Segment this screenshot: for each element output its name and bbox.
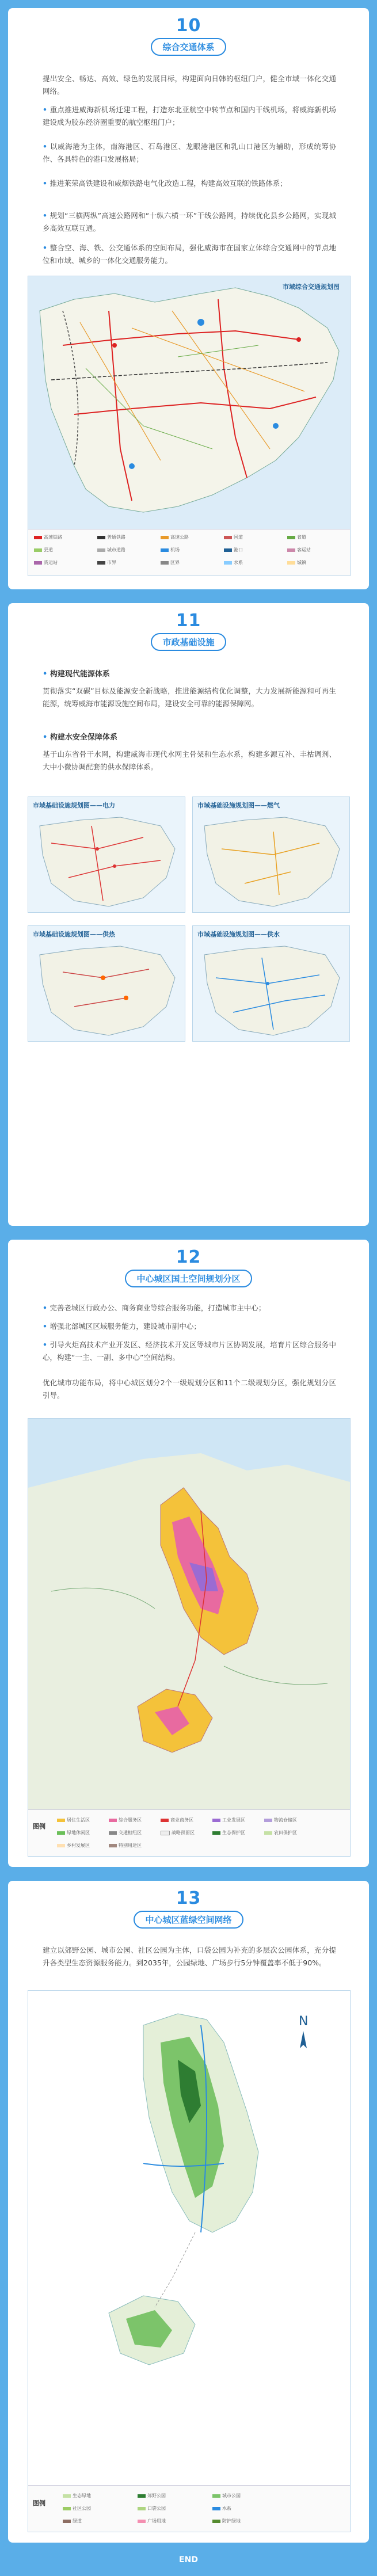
blue-green-legend [28, 2485, 350, 2532]
legend-item: 客运站 [287, 547, 311, 553]
panel-heating-title: 市域基础设施规划图——供热 [33, 931, 115, 938]
transport-map-graphic [28, 276, 350, 529]
section-13-card [8, 1881, 369, 2543]
legend-item: 高速公路 [161, 534, 189, 540]
transport-map-title: 市域综合交通规划图 [283, 283, 340, 291]
section-title: 综合交通体系 [151, 38, 226, 56]
section-11-water-para: 基于山东省骨干水网，构建威海市现代水网主骨架和生态水系，构建多源互补、丰枯调剂、大中小微协调配套的供水保障体系。 [43, 750, 336, 771]
legend-item: 国道 [224, 534, 243, 540]
section-10-bullet-4: • 规划“三横两纵”高速公路网和“十纵六横一环”干线公路网，持续优化县乡公路网，实现城乡高效互联互通。 [43, 209, 336, 235]
panel-gas [192, 797, 350, 913]
section-title: 中心城区蓝绿空间网络 [134, 1911, 243, 1929]
legend-item: 港口 [224, 547, 243, 553]
end-label: END [179, 2555, 198, 2564]
legend-item: 区界 [161, 559, 180, 566]
legend-item: 市界 [97, 559, 116, 566]
legend-label: 图例 [33, 1823, 45, 1830]
section-12-para: 优化城市功能布局，将中心城区划分2个一级规划分区和11个二级规划分区，强化规划分区引导。 [43, 1378, 336, 1400]
panel-heating-graphic [28, 926, 185, 1041]
section-10-card [8, 8, 369, 589]
legend-item: 防护绿地 [212, 2518, 241, 2524]
zoning-map-graphic [28, 1419, 350, 1810]
blue-green-map [28, 1990, 351, 2532]
legend-item: 居住生活区 [57, 1817, 90, 1823]
section-11-subheading-water: • 构建水安全保障体系 [43, 731, 117, 742]
legend-item: 县道 [34, 547, 53, 553]
legend-item: 广场用地 [138, 2518, 166, 2524]
legend-item: 货运站 [34, 559, 58, 566]
section-number: 12 [176, 1247, 201, 1267]
legend-item: 社区公园 [63, 2505, 91, 2512]
legend-item: 交通枢纽区 [109, 1830, 142, 1836]
legend-item: 特别用途区 [109, 1842, 142, 1849]
panel-gas-title: 市域基础设施规划图——燃气 [197, 802, 280, 809]
legend-item: 水系 [224, 559, 243, 566]
section-10-bullet-5: • 整合空、海、铁、公交通体系的空间布局，强化威海市在国家立体综合交通网中的节点地位和市域、城乡的一体化交通服务能力。 [43, 242, 336, 267]
section-title: 中心城区国土空间规划分区 [125, 1270, 252, 1287]
section-11-energy-para: 贯彻落实“双碳”目标及能源安全新战略，推进能源结构优化调整，大力发展新能源和可再生能源，统筹威海市能源设施空间布局，建设安全可靠的能源保障网。 [43, 687, 336, 708]
section-12-header [8, 1248, 369, 1287]
panel-power-title: 市域基础设施规划图——电力 [33, 802, 115, 809]
transport-map [28, 276, 351, 576]
legend-item: 水系 [212, 2505, 231, 2512]
legend-item: 普通铁路 [97, 534, 125, 540]
panel-water-supply [192, 925, 350, 1042]
section-number: 11 [176, 611, 201, 631]
section-10-intro: 提出安全、畅达、高效、绿色的发展目标，构建面向日韩的枢纽门户，健全市域一体化交通网络。 [43, 74, 336, 96]
legend-item: 口袋公园 [138, 2505, 166, 2512]
legend-item: 生态绿地 [63, 2493, 91, 2499]
section-11-header [8, 611, 369, 651]
legend-item: 物流仓储区 [264, 1817, 297, 1823]
legend-item: 城镇 [287, 559, 306, 566]
section-title: 市政基础设施 [151, 633, 226, 651]
blue-green-map-graphic [28, 1991, 350, 2486]
section-10-header [8, 16, 369, 56]
zoning-legend [28, 1809, 350, 1856]
legend-item: 郊野公园 [138, 2493, 166, 2499]
legend-item: 战略预留区 [161, 1830, 195, 1836]
section-13-para: 建立以郊野公园、城市公园、社区公园为主体，口袋公园为补充的多层次公园体系，充分提升各类型生态资源服务能力。到2035年，公园绿地、广场步行5分钟覆盖率不低于90%。 [43, 1946, 336, 1967]
legend-item: 高速铁路 [34, 534, 62, 540]
section-11-subheading-energy: • 构建现代能源体系 [43, 668, 110, 679]
legend-label: 图例 [33, 2499, 45, 2507]
legend-item: 工业发展区 [212, 1817, 245, 1823]
panel-water-title: 市域基础设施规划图——供水 [197, 931, 280, 938]
legend-item: 机场 [161, 547, 180, 553]
panel-power [28, 797, 185, 913]
legend-item: 省道 [287, 534, 306, 540]
legend-item: 城市道路 [97, 547, 125, 553]
section-12-card [8, 1240, 369, 1867]
panel-heating [28, 925, 185, 1042]
legend-item: 商业商务区 [161, 1817, 193, 1823]
section-10-bullet-1: • 重点推进威海新机场迁建工程，打造东北亚航空中转节点和国内干线机场，将威海新机场建设成为胶东经济圈重要的航空枢纽门户； [43, 104, 336, 129]
legend-item: 综合服务区 [109, 1817, 142, 1823]
section-number: 13 [176, 1888, 201, 1908]
panel-water-graphic [193, 926, 349, 1041]
legend-item: 农田保护区 [264, 1830, 297, 1836]
section-10-bullet-3: • 推进莱荣高铁建设和威烟铁路电气化改造工程，构建高效互联的铁路体系； [43, 177, 336, 190]
section-13-header [8, 1889, 369, 1929]
section-11-card [8, 603, 369, 1226]
section-12-bullet-3: • 引导火炬高技术产业开发区、经济技术开发区等城市片区协调发展，培育片区综合服务中心，构建“一主、一副、多中心”空间结构。 [43, 1339, 336, 1364]
panel-gas-graphic [193, 797, 349, 912]
transport-map-legend [28, 529, 350, 576]
section-12-bullet-1: • 完善老城区行政办公、商务商业等综合服务功能，打造城市主中心； [43, 1302, 336, 1314]
legend-item: 绿道 [63, 2518, 82, 2524]
section-10-bullet-2: • 以威海港为主体，南海港区、石岛港区、龙眼港港区和乳山口港区为辅助，形成统筹协作、各具特色的港口发展格局； [43, 140, 336, 166]
zoning-map [28, 1418, 351, 1857]
legend-item: 绿地休闲区 [57, 1830, 90, 1836]
panel-power-graphic [28, 797, 185, 912]
legend-item: 乡村发展区 [57, 1842, 90, 1849]
legend-item: 城市公园 [212, 2493, 241, 2499]
section-12-bullet-2: • 增强北部城区区域服务能力，建设城市副中心； [43, 1320, 336, 1333]
section-number: 10 [176, 16, 201, 36]
svg-text:N: N [299, 2014, 309, 2029]
legend-item: 生态保护区 [212, 1830, 245, 1836]
